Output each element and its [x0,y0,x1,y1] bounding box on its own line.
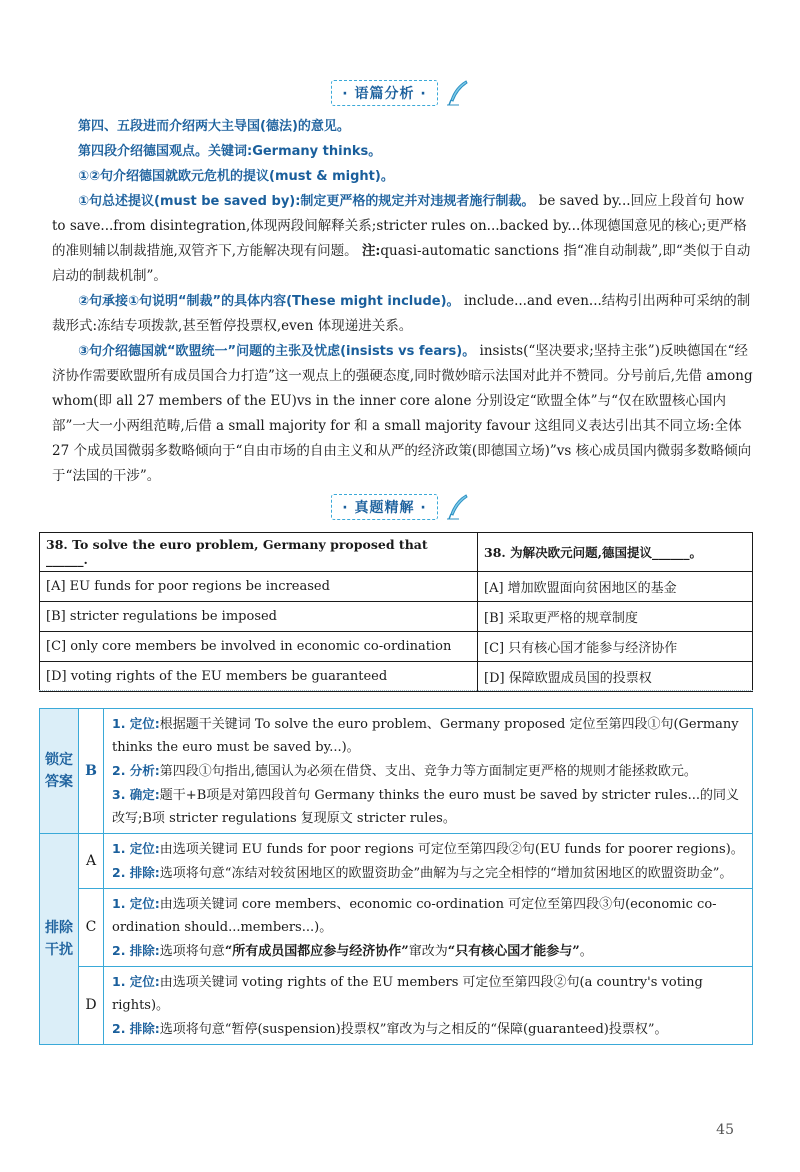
answer-a-explanation [104,834,753,889]
answer-c-line-2 [112,939,744,963]
answer-b-explanation [104,709,753,834]
option-c-zh: [C] 只有核心国才能参与经济协作 [478,632,753,662]
analyze-label: 2. 分析: [112,763,160,778]
quill-icon [447,494,469,520]
answer-row-c [40,889,753,967]
analysis-title-box: · 语篇分析 · [331,80,437,106]
answer-a-line-2 [112,861,744,885]
option-row [40,572,753,602]
answer-c-exclude-text-c: 窜改为 [408,944,448,959]
option-d-zh: [D] 保障欧盟成员国的投票权 [478,662,753,692]
p3-text: insists(“坚决要求;坚持主张”)反映德国在“经济协作需要欧盟所有成员国合力打造”这一观点上的强硬态度,同时微妙暗示法国对此并不赞同。分号前后,先借 among whom(即 all 27 members of the EU)vs in the inner core alone 分别设定“欧盟全体”与“仅在欧盟核心国内部”一大一小两组范畴,后借 a small majority for 和 a small majority favour 这组同义表达引出其不同立场:全体 27 个成员国微弱多数略倾向于“自由市场的自由主义和从严的经济政策(即德国立场)”vs 核心成员国内微弱多数略倾向于“法国的干涉”。 [52,343,753,484]
answer-c-locate-text: 由选项关键词 core members、economic co-ordination 可定位至第四段③句(economic co-ordination should...members...)。 [112,897,717,935]
answer-row-d [40,967,753,1045]
exam-section-title [0,494,800,520]
option-a-zh: [A] 增加欧盟面向贫困地区的基金 [478,572,753,602]
analysis-paragraph-2 [52,289,754,339]
answer-row-b [40,709,753,834]
p2-text: include...and even...结构引出两种可采纳的制裁形式:冻结专项拨款,甚至暂停投票权,even 体现递进关系。 [52,293,751,334]
p1-note-label: 注: [361,243,381,259]
exam-title-box: · 真题精解 · [331,494,437,520]
p1-lead: ①句总述提议(must be saved by):制定更严格的规定并对违规者施行制裁。 [78,194,535,209]
question-stem-en: 38. To solve the euro problem, Germany proposed that ______. [40,533,478,572]
answer-c-line-1 [112,892,744,939]
page-number: 45 [716,1122,734,1138]
option-row [40,632,753,662]
option-row [40,602,753,632]
answer-b-locate-text: 根据题干关键词 To solve the euro problem、Germany proposed 定位至第四段①句(Germany thinks the euro must be saved by...)。 [112,717,739,755]
answer-a-exclude-text: 选项将句意“冻结对较贫困地区的欧盟资助金”曲解为与之完全相悖的“增加贫困地区的欧盟资助金”。 [159,866,733,881]
p2-lead: ②句承接①句说明“制裁”的具体内容(These might include)。 [78,294,460,309]
answer-c-exclude-text-b: “所有成员国都应参与经济协作” [224,944,409,959]
p3-lead: ③句介绍德国就“欧盟统一”问题的主张及忧虑(insists vs fears)。 [78,344,476,359]
exclude-label: 2. 排除: [112,1021,160,1036]
answer-table [39,708,753,1045]
dotted-divider [39,690,753,691]
quill-icon [447,80,469,106]
option-row [40,662,753,692]
answer-b-confirm-text: 题干+B项是对第四段首句 Germany thinks the euro must be saved by stricter rules...的同义改写;B项 stricter regulations 复现原文 stricter rules。 [112,788,739,826]
answer-d-line-1 [112,970,744,1017]
answer-d-exclude-text: 选项将句意“暂停(suspension)投票权”窜改为与之相反的“保障(guaranteed)投票权”。 [159,1022,668,1037]
lock-answer-label: 锁定答案 [40,709,79,834]
exclude-distractors-label: 排除干扰 [40,834,79,1045]
answer-letter-d: D [79,967,104,1045]
answer-a-locate-text: 由选项关键词 EU funds for poor regions 可定位至第四段②句(EU funds for poorer regions)。 [159,842,744,857]
locate-label: 1. 定位: [112,896,160,911]
answer-d-explanation [104,967,753,1045]
answer-b-line-1 [112,712,744,759]
confirm-label: 3. 确定: [112,787,160,802]
answer-letter-c: C [79,889,104,967]
analysis-section-title [0,80,800,106]
locate-label: 1. 定位: [112,974,160,989]
answer-b-line-3 [112,783,744,830]
answer-d-line-2 [112,1017,744,1041]
answer-row-a [40,834,753,889]
analysis-paragraph-1 [52,189,754,289]
answer-c-exclude-text-a: 选项将句意 [159,944,225,959]
locate-label: 1. 定位: [112,841,160,856]
option-d-en: [D] voting rights of the EU members be guaranteed [40,662,478,692]
answer-b-analyze-text: 第四段①句指出,德国认为必须在借贷、支出、竞争力等方面制定更严格的规则才能拯救欧元。 [159,764,697,779]
p1-text-a: be saved by...回应上段首句 how to save...from disintegration,体现两段间解释关系;stricter rules on...backed by...体现德国意见的核心;更严格的准则辅以制裁措施,双管齐下,方能解决现有问题。 [52,193,747,259]
answer-c-exclude-text-e: 。 [579,944,593,959]
p1-text-b: quasi-automatic sanctions 指“准自动制裁”,即“类似于自动启动的制裁机制”。 [52,243,751,284]
answer-letter-a: A [79,834,104,889]
analysis-heading-1: 第四、五段进而介绍两大主导国(德法)的意见。 [78,119,350,134]
answer-b-line-2 [112,759,744,783]
answer-c-exclude-text-d: “只有核心国才能参与” [447,944,580,959]
option-c-en: [C] only core members be involved in economic co-ordination [40,632,478,662]
answer-d-locate-text: 由选项关键词 voting rights of the EU members 可定位至第四段②句(a country's voting rights)。 [112,975,703,1013]
exclude-label: 2. 排除: [112,865,160,880]
option-a-en: [A] EU funds for poor regions be increased [40,572,478,602]
exclude-label: 2. 排除: [112,943,160,958]
option-b-zh: [B] 采取更严格的规章制度 [478,602,753,632]
analysis-body [52,114,754,489]
analysis-heading-2: 第四段介绍德国观点。关键词:Germany thinks。 [78,144,382,159]
analysis-heading-3: ①②句介绍德国就欧元危机的提议(must & might)。 [78,169,394,184]
answer-a-line-1 [112,837,744,861]
analysis-paragraph-3 [52,339,754,489]
answer-letter-b: B [79,709,104,834]
answer-c-explanation [104,889,753,967]
question-stem-zh: 38. 为解决欧元问题,德国提议______。 [478,533,753,572]
locate-label: 1. 定位: [112,716,160,731]
option-b-en: [B] stricter regulations be imposed [40,602,478,632]
question-stem-row [40,533,753,572]
question-table [39,532,753,692]
